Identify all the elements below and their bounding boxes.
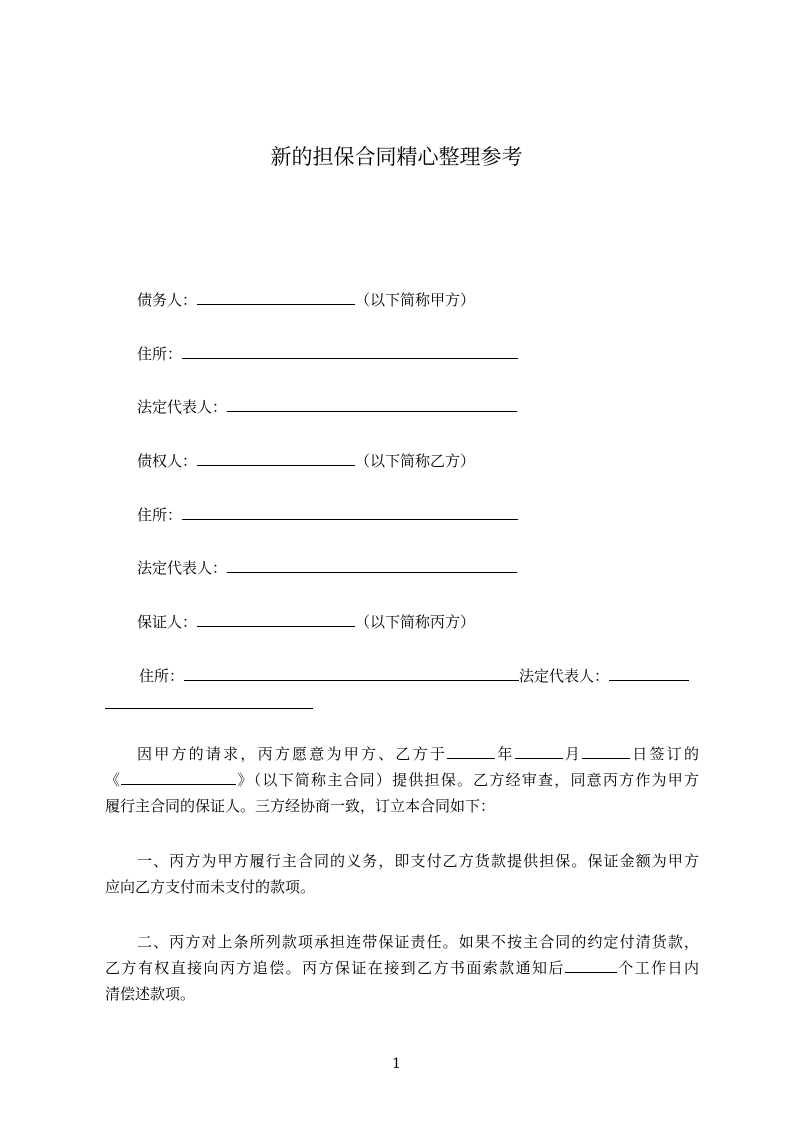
sign-year-label: 年 [495,745,515,763]
creditor-label: 债权人： [137,452,198,470]
sign-month-label: 月 [562,745,583,763]
guarantor-label: 保证人： [137,613,198,631]
preamble-line-1 [105,741,699,767]
guarantor-legal-rep-label: 法定代表人： [519,667,610,685]
creditor-legal-rep-blank[interactable] [227,558,517,573]
page-number: 1 [392,1056,401,1072]
debtor-address-label: 住所： [137,345,183,363]
creditor-address-blank[interactable] [182,505,518,520]
document-title: 新的担保合同精心整理参考 [270,145,523,169]
creditor-blank[interactable] [197,451,355,466]
contract-name-open: 《 [105,771,122,789]
debtor-legal-rep-blank[interactable] [227,397,517,412]
clause-2-line-2-text: 乙方有权直接向丙方追偿。丙方保证在接到乙方书面索款通知后 [105,959,565,977]
working-days-blank[interactable] [565,958,617,973]
preamble-line-3: 履行主合同的保证人。三方经协商一致，订立本合同如下： [105,797,496,815]
creditor-field [137,451,475,471]
clause-2-line-3: 清偿述款项。 [105,985,196,1003]
clause-1-line-1: 一、丙方为甲方履行主合同的义务，即支付乙方货款提供担保。保证金额为甲方 [137,852,699,870]
clause-1-paragraph [105,848,699,900]
sign-day-blank[interactable] [582,744,630,759]
clause-2-line-1: 二、丙方对上条所列款项承担连带保证责任。如果不按主合同的约定付清货款， [137,933,699,951]
creditor-legal-rep-field [137,558,517,578]
guarantor-blank[interactable] [197,612,355,627]
preamble-line-1-text: 因甲方的请求，丙方愿意为甲方、乙方于 [137,745,448,763]
guarantor-address-blank[interactable] [184,666,519,681]
debtor-blank[interactable] [197,290,355,305]
guarantor-address-field [139,666,689,686]
guarantor-legal-rep-blank[interactable] [609,666,689,681]
guarantor-address-label: 住所： [139,667,185,685]
debtor-field [137,290,475,310]
clause-2-line-2-tail: 个工作日内 [616,959,699,977]
debtor-address-field [137,344,518,364]
debtor-legal-rep-label: 法定代表人： [137,398,228,416]
debtor-legal-rep-field [137,397,517,417]
preamble-line-2-text: 》（以下简称主合同）提供担保。乙方经审查，同意丙方作为甲方 [236,771,699,789]
clause-2-paragraph [105,929,699,1007]
guarantor-field [137,612,475,632]
preamble-line-2 [105,767,699,793]
clause-2-line-2 [105,955,699,981]
guarantor-suffix: （以下简称丙方） [355,613,476,631]
sign-day-label: 日签订的 [630,745,699,763]
clause-1-line-2: 应向乙方支付而未支付的款项。 [105,878,316,896]
guarantor-legal-rep-blank-continued[interactable] [105,694,313,709]
debtor-label: 债务人： [137,291,198,309]
preamble-paragraph [105,741,699,819]
debtor-address-blank[interactable] [182,344,518,359]
creditor-suffix: （以下简称乙方） [355,452,476,470]
creditor-address-field [137,505,518,525]
main-contract-name-blank[interactable] [121,770,236,785]
creditor-address-label: 住所： [137,506,183,524]
sign-month-blank[interactable] [515,744,563,759]
sign-year-blank[interactable] [447,744,495,759]
creditor-legal-rep-label: 法定代表人： [137,559,228,577]
debtor-suffix: （以下简称甲方） [355,291,476,309]
